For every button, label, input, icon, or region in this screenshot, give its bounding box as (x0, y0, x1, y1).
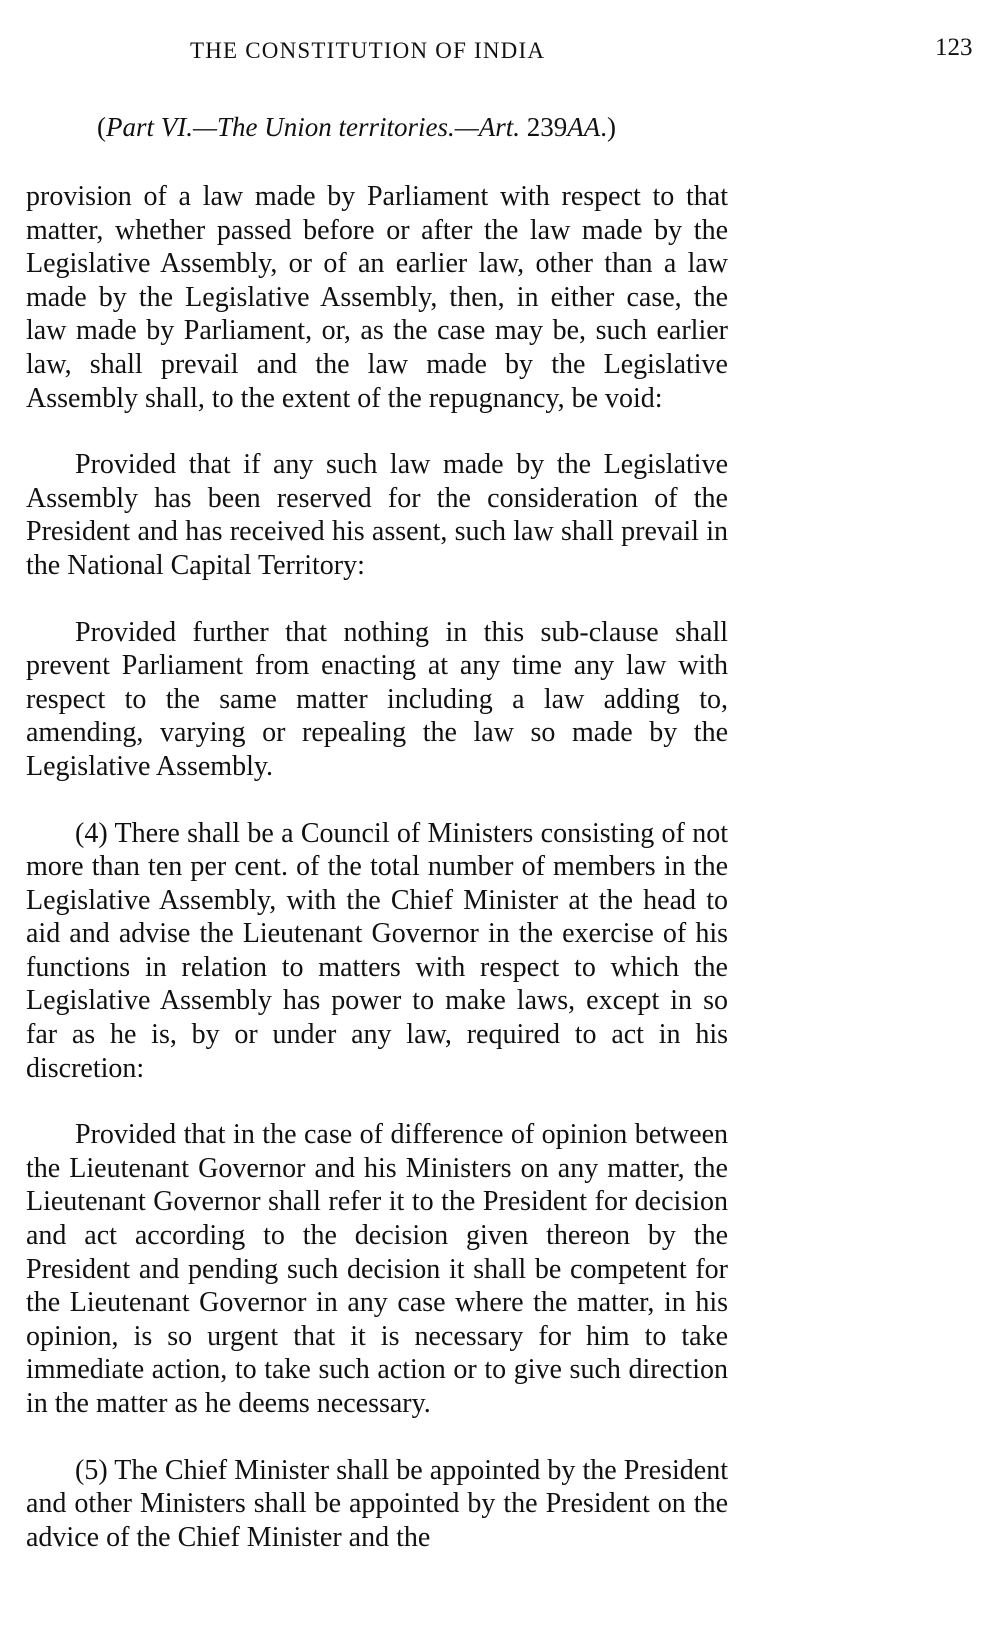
paragraph-continuation: provision of a law made by Parliament with respect to that matter, whether passed before or after the law made by the Legislative Assembly, or of an earlier law, other than a law made by the Legislative Assembly, then, in either case, the law made by Parliament, or, as the case may be, such earlier law, shall prevail and the law made by the Legislative Assembly shall, to the extent of the repugnancy, be void: (26, 181, 728, 414)
running-title: THE CONSTITUTION OF INDIA (190, 38, 546, 63)
paragraph-clause-4: (4) There shall be a Council of Ministers consisting of not more than ten per cent. of the total number of members in the Legislative Assembly, with the Chief Minister at the head to aid and advise the Lieutenant Governor in the exercise of his functions in relation to matters with respect to which the Legislative Assembly has power to make laws, except in so far as he is, by or under any law, required to act in his discretion: (26, 817, 728, 1084)
part-caption-close: .) (600, 112, 617, 142)
page-number: 123 (935, 34, 973, 61)
part-caption (97, 112, 616, 143)
part-caption-suffix: AA (567, 112, 601, 142)
part-caption-italic: Part VI.—The Union territories.—Art. (106, 112, 521, 142)
paragraph-clause-5: (5) The Chief Minister shall be appointed by the President and other Ministers shall be appointed by the President on the advice of the Chief Minister and the (26, 1454, 728, 1553)
paragraph-clause-4-proviso: Provided that in the case of difference of opinion between the Lieutenant Governor and his Ministers on any matter, the Lieutenant Governor shall refer it to the President for decision and act according to the decision given thereon by the President and pending such decision it shall be competent for the Lieutenant Governor in any case where the matter, in his opinion, is so urgent that it is necessary for him to take immediate action, to take such action or to give such direction in the matter as he deems necessary. (26, 1119, 728, 1419)
paragraph-proviso-further: Provided further that nothing in this sub-clause shall prevent Parliament from enacting at any time any law with respect to the same matter including a law adding to, amending, varying or repealing the law so made by the Legislative Assembly. (26, 616, 728, 782)
body-text (26, 180, 728, 1554)
part-caption-number: 239 (520, 112, 568, 142)
paragraph-proviso: Provided that if any such law made by the Legislative Assembly has been reserved for the consideration of the President and has received his assent, such law shall prevail in the National Capital Territory: (26, 449, 728, 581)
part-caption-open: ( (97, 112, 106, 142)
